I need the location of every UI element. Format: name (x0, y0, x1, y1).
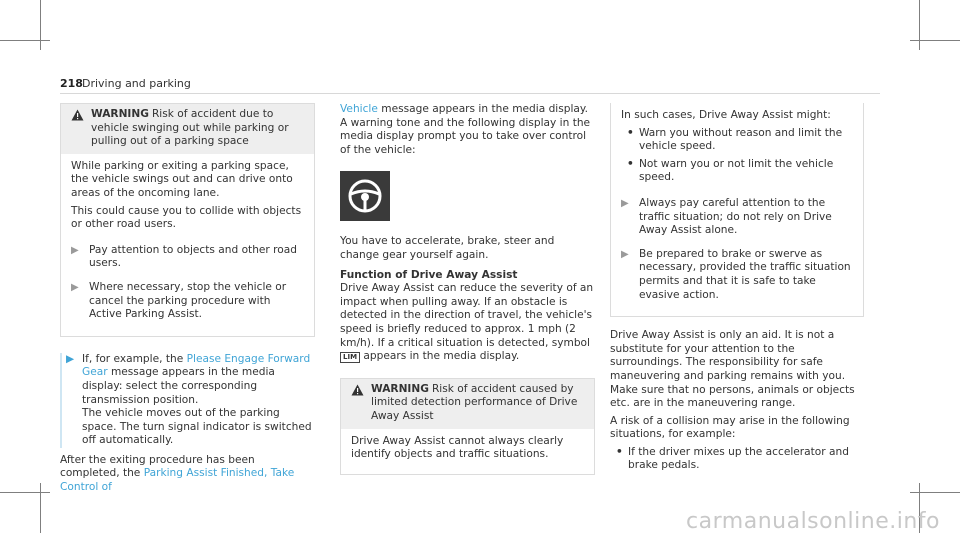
paragraph: Drive Away Assist is only an aid. It is not a substitute for your attention to the surroundings. The responsibility for safe maneuvering and parking remains with you. Make sure that no persons, animals or objects etc. are in the maneuvering range. (610, 329, 855, 410)
crop-mark (0, 492, 50, 493)
warning-paragraph: While parking or exiting a parking space, the vehicle swings out and can drive onto areas of the oncoming lane. (71, 159, 293, 199)
instruction-step (71, 281, 306, 322)
warning-paragraph: In such cases, Drive Away Assist might: (621, 109, 831, 121)
step-text: Always pay careful attention to the traffic situation; do not rely on Drive Away Assist alone. (639, 196, 832, 237)
step-text: If, for example, the (82, 352, 187, 365)
page-header (60, 73, 880, 94)
warning-title: WARNING (371, 382, 429, 395)
list-item (610, 446, 865, 473)
step-text: message appears in the media display: select the corresponding transmission position. (82, 366, 275, 406)
step-text: Pay attention to objects and other road users. (89, 243, 297, 270)
instruction-step (621, 248, 855, 302)
crop-mark (40, 483, 41, 533)
warning-body (61, 154, 314, 336)
warning-body (611, 103, 863, 316)
lim-symbol-icon: LIM (340, 352, 360, 363)
watermark: carmanualsonline.info (686, 509, 940, 534)
crop-mark (40, 0, 41, 50)
arrow-right-icon: ▶ (621, 197, 629, 209)
message-link[interactable]: Please Engage Forward Gear (82, 352, 311, 379)
warning-box (340, 378, 595, 475)
paragraph-text: After the exiting procedure has been completed, the (60, 453, 255, 480)
crop-mark (919, 0, 920, 50)
arrow-right-icon: ▶ (71, 281, 79, 293)
list-item (621, 158, 855, 185)
column-3 (610, 103, 865, 477)
warning-title: WARNING (91, 108, 149, 120)
crop-mark (910, 492, 960, 493)
list-item-text: Not warn you or not limit the vehicle speed. (639, 157, 834, 184)
section-title: Driving and parking (82, 77, 191, 90)
section-heading: Function of Drive Away Assist (340, 268, 518, 281)
bullet-list (610, 446, 865, 473)
instruction-step-highlighted (60, 353, 315, 448)
bullet-list (621, 127, 855, 185)
paragraph-text: appears in the media display. (360, 350, 520, 363)
warning-header (341, 379, 594, 429)
warning-heading-text: Risk of accident due to vehicle swinging out while parking or pulling out of a parking space (91, 108, 289, 148)
page-number: 218 (60, 77, 83, 90)
column-1 (60, 103, 315, 499)
column-2 (340, 103, 595, 475)
step-text: Be prepared to brake or swerve as necessary, provided the traffic situation permits and that it is safe to take evasive action. (639, 247, 851, 301)
message-link[interactable]: Vehicle (340, 103, 378, 115)
bullet-icon: • (627, 126, 634, 139)
arrow-right-icon: ▶ (621, 248, 629, 260)
instruction-step (71, 244, 306, 271)
paragraph: A risk of a collision may arise in the following situations, for example: (610, 414, 850, 441)
instruction-step (621, 197, 855, 238)
paragraph (340, 103, 595, 157)
warning-header (61, 104, 314, 154)
list-item-text: Warn you without reason and limit the vehicle speed. (639, 126, 843, 153)
list-item-text: If the driver mixes up the accelerator and brake pedals. (628, 445, 849, 472)
paragraph-text: message appears in the media display. A warning tone and the following display in the media display prompt you to take over control of the vehicle: (340, 103, 591, 156)
list-item (621, 127, 855, 154)
arrow-right-icon: ▶ (71, 244, 79, 256)
warning-triangle-icon (71, 109, 85, 149)
warning-body (341, 429, 594, 474)
bullet-icon: • (616, 445, 623, 458)
step-result-text: The vehicle moves out of the parking space. The turn signal indicator is switched off automatically. (82, 407, 312, 447)
steering-wheel-icon (340, 171, 390, 221)
paragraph: You have to accelerate, brake, steer and change gear yourself again. (340, 235, 555, 261)
crop-mark (0, 40, 50, 41)
warning-box-continued (610, 103, 864, 317)
warning-paragraph: Drive Away Assist cannot always clearly identify objects and traffic situations. (351, 434, 564, 461)
crop-mark (910, 40, 960, 41)
paragraph (340, 282, 595, 364)
bullet-icon: • (627, 157, 634, 170)
arrow-right-icon: ▶ (66, 352, 75, 365)
message-link[interactable]: Parking Assist Finished, Take Control of (60, 467, 295, 494)
warning-paragraph: This could cause you to collide with objects or other road users. (71, 204, 302, 231)
warning-box (60, 103, 315, 337)
paragraph (60, 454, 315, 495)
warning-triangle-icon (351, 384, 365, 424)
paragraph-text: Drive Away Assist can reduce the severity of an impact when pulling away. If an obstacle is detected in the direction of travel, the vehicle's speed is briefly reduced to approx. 1 mph (2 km/h). If a critical situation is detected, symbol (340, 282, 594, 349)
warning-heading-text: Risk of accident caused by limited detection performance of Drive Away Assist (371, 382, 578, 422)
step-text: Where necessary, stop the vehicle or cancel the parking procedure with Active Parking Assist. (89, 280, 287, 321)
